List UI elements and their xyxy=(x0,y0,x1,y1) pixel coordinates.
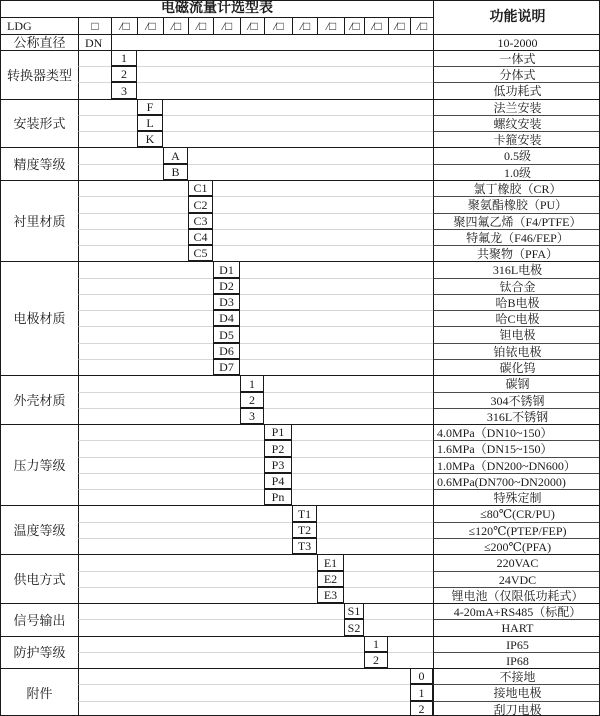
code-cell-lining-material: C2 xyxy=(188,196,213,213)
spacer-cell xyxy=(78,131,137,147)
spacer-cell xyxy=(78,229,188,245)
function-desc-protection-class: IP68 xyxy=(433,652,600,668)
table-title: 电磁流量计选型表 xyxy=(161,1,273,16)
function-desc-housing-material: 316L不锈钢 xyxy=(433,408,600,424)
function-desc-electrode-material: 316L电极 xyxy=(433,261,600,278)
function-desc-electrode-material: 钽电极 xyxy=(433,326,600,343)
code-cell-converter-type: 2 xyxy=(111,66,137,82)
function-desc-pressure-class: 特殊定制 xyxy=(433,489,600,505)
spacer-cell xyxy=(78,636,364,652)
model-code-slot: /□ xyxy=(240,17,264,34)
code-cell-accuracy-class: B xyxy=(163,164,188,180)
spacer-cell xyxy=(137,82,433,99)
code-cell-pressure-class: P3 xyxy=(264,457,292,473)
code-cell-housing-material: 1 xyxy=(240,375,264,392)
spacer-cell xyxy=(78,359,213,375)
function-desc-accuracy-class: 0.5级 xyxy=(433,147,600,164)
function-desc-converter-type: 一体式 xyxy=(433,50,600,66)
model-code-prefix: LDG xyxy=(1,17,78,34)
spacer-cell xyxy=(78,310,213,326)
function-desc-protection-class: IP65 xyxy=(433,636,600,652)
function-desc-installation-form: 卡箍安装 xyxy=(433,131,600,147)
spacer-cell xyxy=(292,457,433,473)
function-desc-electrode-material: 铂铱电极 xyxy=(433,343,600,359)
spacer-cell xyxy=(163,99,433,115)
section-label-installation-form: 安装形式 xyxy=(1,99,78,147)
model-code-slot: /□ xyxy=(344,17,364,34)
function-desc-accessories: 不接地 xyxy=(433,668,600,684)
spacer-cell xyxy=(78,684,410,701)
spacer-cell xyxy=(240,359,433,375)
spacer-cell xyxy=(78,245,188,261)
function-desc-converter-type: 分体式 xyxy=(433,66,600,82)
section-label-power-supply: 供电方式 xyxy=(1,554,78,603)
spacer-cell xyxy=(213,245,433,261)
spacer-cell xyxy=(213,213,433,229)
function-desc-power-supply: 24VDC xyxy=(433,571,600,587)
function-column-header: 功能说明 xyxy=(433,1,600,34)
code-cell-signal-output: S1 xyxy=(344,603,364,619)
spacer-cell xyxy=(78,571,317,587)
spacer-cell xyxy=(240,343,433,359)
code-cell-installation-form: K xyxy=(137,131,163,147)
function-desc-power-supply: 220VAC xyxy=(433,554,600,571)
section-label-temperature-class: 温度等级 xyxy=(1,505,78,554)
spacer-cell xyxy=(388,652,433,668)
spacer-cell xyxy=(78,66,111,82)
code-cell-pressure-class: P1 xyxy=(264,424,292,440)
spacer-cell xyxy=(240,278,433,294)
code-cell-electrode-material: D4 xyxy=(213,310,240,326)
function-desc-pressure-class: 0.6MPa(DN700~DN2000) xyxy=(433,473,600,489)
spacer-cell xyxy=(213,180,433,196)
spacer-cell xyxy=(78,196,188,213)
code-cell-installation-form: L xyxy=(137,115,163,131)
function-desc-pressure-class: 1.0MPa（DN200~DN600） xyxy=(433,457,600,473)
spacer-cell xyxy=(137,66,433,82)
spacer-cell xyxy=(364,619,433,636)
spacer-cell xyxy=(388,636,433,652)
model-code-slot: /□ xyxy=(213,17,240,34)
function-desc-electrode-material: 碳化钨 xyxy=(433,359,600,375)
spacer-cell xyxy=(317,538,433,554)
spacer-cell xyxy=(78,652,364,668)
section-label-protection-class: 防护等级 xyxy=(1,636,78,668)
spacer-cell xyxy=(344,571,433,587)
function-desc-housing-material: 304不锈钢 xyxy=(433,392,600,408)
spacer-cell xyxy=(264,408,433,424)
spacer-cell xyxy=(78,603,344,619)
spacer-cell xyxy=(292,440,433,457)
spacer-cell xyxy=(78,326,213,343)
model-code-slot: /□ xyxy=(317,17,344,34)
spacer-cell xyxy=(317,522,433,538)
code-cell-electrode-material: D1 xyxy=(213,261,240,278)
code-cell-pressure-class: P4 xyxy=(264,473,292,489)
section-label-converter-type: 转换器类型 xyxy=(1,50,78,99)
code-cell-temperature-class: T1 xyxy=(292,505,317,522)
spacer-cell xyxy=(78,522,292,538)
section-label-accessories: 附件 xyxy=(1,668,78,716)
code-cell-housing-material: 2 xyxy=(240,392,264,408)
spacer-cell xyxy=(78,115,137,131)
spacer-cell xyxy=(78,375,240,392)
function-desc-lining-material: 氯丁橡胶（CR） xyxy=(433,180,600,196)
model-code-slot: /□ xyxy=(111,17,137,34)
section-label-lining-material: 衬里材质 xyxy=(1,180,78,261)
spacer-cell xyxy=(78,261,213,278)
code-cell-power-supply: E3 xyxy=(317,587,344,603)
function-desc-lining-material: 聚四氟乙烯（F4/PTFE） xyxy=(433,213,600,229)
model-code-slot: /□ xyxy=(292,17,317,34)
model-code-slot: /□ xyxy=(410,17,433,34)
function-desc-lining-material: 特氟龙（F46/FEP） xyxy=(433,229,600,245)
code-cell-electrode-material: D7 xyxy=(213,359,240,375)
spacer-cell xyxy=(188,164,433,180)
code-cell-electrode-material: D2 xyxy=(213,278,240,294)
spacer-cell xyxy=(188,147,433,164)
spacer-cell xyxy=(78,668,410,684)
spacer-cell xyxy=(78,473,264,489)
code-cell-accuracy-class: A xyxy=(163,147,188,164)
spacer-cell xyxy=(78,619,344,636)
function-desc-electrode-material: 钛合金 xyxy=(433,278,600,294)
spacer-cell xyxy=(213,229,433,245)
spacer-cell xyxy=(78,294,213,310)
function-desc-power-supply: 锂电池（仅限低功耗式） xyxy=(433,587,600,603)
spacer-cell xyxy=(78,278,213,294)
spacer-cell xyxy=(240,310,433,326)
function-desc-pressure-class: 1.6MPa（DN15~150） xyxy=(433,440,600,457)
spacer-cell xyxy=(364,603,433,619)
code-cell-lining-material: C5 xyxy=(188,245,213,261)
empty-cell xyxy=(111,34,433,50)
code-cell-lining-material: C1 xyxy=(188,180,213,196)
function-desc-signal-output: 4-20mA+RS485（标配） xyxy=(433,603,600,619)
model-code-box: □ xyxy=(78,17,111,34)
code-cell-installation-form: F xyxy=(137,99,163,115)
function-desc-accessories: 刮刀电极 xyxy=(433,701,600,716)
spacer-cell xyxy=(163,131,433,147)
spacer-cell xyxy=(78,440,264,457)
function-desc-temperature-class: ≤80℃(CR/PU) xyxy=(433,505,600,522)
section-label-accuracy-class: 精度等级 xyxy=(1,147,78,180)
spacer-cell xyxy=(78,505,292,522)
spacer-cell xyxy=(264,392,433,408)
spacer-cell xyxy=(240,326,433,343)
model-code-slot: /□ xyxy=(163,17,188,34)
spacer-cell xyxy=(78,701,410,716)
spacer-cell xyxy=(78,213,188,229)
section-label-housing-material: 外壳材质 xyxy=(1,375,78,424)
model-code-slot: /□ xyxy=(137,17,163,34)
section-label-electrode-material: 电极材质 xyxy=(1,261,78,375)
code-cell-temperature-class: T2 xyxy=(292,522,317,538)
spacer-cell xyxy=(163,115,433,131)
code-cell-protection-class: 2 xyxy=(364,652,388,668)
spacer-cell xyxy=(344,554,433,571)
model-code-slot: /□ xyxy=(188,17,213,34)
spacer-cell xyxy=(78,457,264,473)
function-desc-accuracy-class: 1.0级 xyxy=(433,164,600,180)
spacer-cell xyxy=(78,164,163,180)
function-desc-dn: 10-2000 xyxy=(433,34,600,50)
spacer-cell xyxy=(137,50,433,66)
code-cell-power-supply: E1 xyxy=(317,554,344,571)
spacer-cell xyxy=(213,196,433,213)
function-desc-lining-material: 聚氨酯橡胶（PU） xyxy=(433,196,600,213)
code-cell-converter-type: 1 xyxy=(111,50,137,66)
spacer-cell xyxy=(78,554,317,571)
code-cell-signal-output: S2 xyxy=(344,619,364,636)
spacer-cell xyxy=(78,99,137,115)
code-cell-lining-material: C4 xyxy=(188,229,213,245)
code-cell-dn: DN xyxy=(78,34,111,50)
function-desc-converter-type: 低功耗式 xyxy=(433,82,600,99)
spacer-cell xyxy=(78,82,111,99)
function-desc-housing-material: 碳钢 xyxy=(433,375,600,392)
spacer-cell xyxy=(78,343,213,359)
spacer-cell xyxy=(78,538,292,554)
spacer-cell xyxy=(292,473,433,489)
spacer-cell xyxy=(78,392,240,408)
spacer-cell xyxy=(78,424,264,440)
spacer-cell xyxy=(78,180,188,196)
spacer-cell xyxy=(78,489,264,505)
spacer-cell xyxy=(78,408,240,424)
model-code-slot: /□ xyxy=(264,17,292,34)
code-cell-protection-class: 1 xyxy=(364,636,388,652)
spacer-cell xyxy=(78,587,317,603)
section-label-signal-output: 信号输出 xyxy=(1,603,78,636)
spacer-cell xyxy=(317,505,433,522)
code-cell-accessories: 0 xyxy=(410,668,433,684)
function-desc-electrode-material: 哈C电极 xyxy=(433,310,600,326)
model-code-slot: /□ xyxy=(364,17,388,34)
function-desc-installation-form: 法兰安装 xyxy=(433,99,600,115)
spacer-cell xyxy=(292,424,433,440)
spacer-cell xyxy=(78,50,111,66)
function-desc-temperature-class: ≤120℃(PTEP/FEP) xyxy=(433,522,600,538)
code-cell-electrode-material: D5 xyxy=(213,326,240,343)
spacer-cell xyxy=(240,261,433,278)
section-label-nominal-diameter: 公称直径 xyxy=(1,34,78,50)
code-cell-housing-material: 3 xyxy=(240,408,264,424)
spacer-cell xyxy=(264,375,433,392)
function-desc-accessories: 接地电极 xyxy=(433,684,600,701)
code-cell-accessories: 2 xyxy=(410,701,433,716)
spacer-cell xyxy=(240,294,433,310)
spacer-cell xyxy=(292,489,433,505)
function-desc-temperature-class: ≤200℃(PFA) xyxy=(433,538,600,554)
code-cell-accessories: 1 xyxy=(410,684,433,701)
code-cell-pressure-class: P2 xyxy=(264,440,292,457)
spacer-cell xyxy=(344,587,433,603)
function-desc-signal-output: HART xyxy=(433,619,600,636)
spacer-cell xyxy=(78,147,163,164)
function-desc-pressure-class: 4.0MPa（DN10~150） xyxy=(433,424,600,440)
code-cell-temperature-class: T3 xyxy=(292,538,317,554)
code-cell-power-supply: E2 xyxy=(317,571,344,587)
function-desc-lining-material: 共聚物（PFA） xyxy=(433,245,600,261)
code-cell-electrode-material: D6 xyxy=(213,343,240,359)
function-desc-electrode-material: 哈B电极 xyxy=(433,294,600,310)
code-cell-electrode-material: D3 xyxy=(213,294,240,310)
code-cell-lining-material: C3 xyxy=(188,213,213,229)
code-cell-pressure-class: Pn xyxy=(264,489,292,505)
model-code-slot: /□ xyxy=(388,17,410,34)
code-cell-converter-type: 3 xyxy=(111,82,137,99)
function-desc-installation-form: 螺纹安装 xyxy=(433,115,600,131)
section-label-pressure-class: 压力等级 xyxy=(1,424,78,505)
